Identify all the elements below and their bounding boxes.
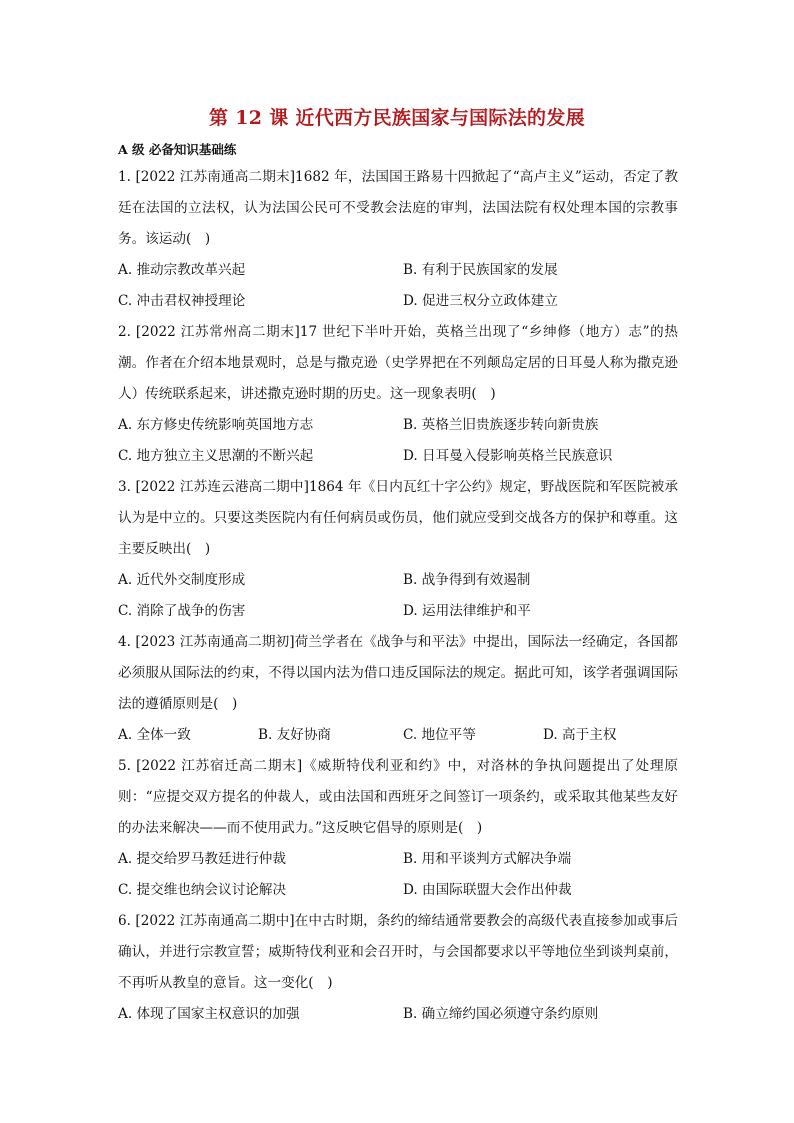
option-b: B. 英格兰旧贵族逐步转向新贵族 [403,417,599,433]
option-c: C. 地位平等 [403,727,476,743]
options [118,999,678,1030]
option-d: D. 高于主权 [543,727,617,743]
section-heading: A 级 必备知识基础练 [118,142,237,157]
options [118,255,678,317]
option-c: C. 地方独立主义思潮的不断兴起 [118,448,314,464]
option-b: B. 用和平谈判方式解决争端 [403,851,572,867]
question-stem: 3. [2022 江苏连云港高二期中]1864 年《日内瓦红十字公约》规定，野战医院和军医院被承认为是中立的。只要这类医院内有任何病员或伤员，他们就应受到交战各方的保护和尊重。这主要反映出( ) [118,479,678,557]
lesson-title: 第 12 课 近代西方民族国家与国际法的发展 [209,107,585,129]
option-c: C. 冲击君权神授理论 [118,293,246,309]
option-d: D. 日耳曼入侵影响英格兰民族意识 [403,448,613,464]
option-a: A. 全体一致 [118,727,191,743]
option-b: B. 确立缔约国必须遵守条约原则 [403,1006,599,1022]
options [118,844,678,906]
question-3 [118,472,678,627]
option-c: C. 消除了战争的伤害 [118,603,246,619]
option-d: D. 促进三权分立政体建立 [403,293,558,309]
question-stem: 2. [2022 江苏常州高二期末]17 世纪下半叶开始，英格兰出现了“乡绅修（地方）志”的热潮。作者在介绍本地景观时，总是与撒克逊（史学界把在不列颠岛定居的日耳曼人称为撒克逊人）传统联系起来，讲述撒克逊时期的历史。这一现象表明( ) [118,324,678,402]
question-stem: 1. [2022 江苏南通高二期末]1682 年，法国国王路易十四掀起了“高卢主义”运动，否定了教廷在法国的立法权，认为法国公民可不受教会法庭的审判，法国法院有权处理本国的宗教事务。该运动( ) [118,169,678,247]
option-a: A. 近代外交制度形成 [118,572,246,588]
question-5 [118,751,678,906]
question-stem: 4. [2023 江苏南通高二期初]荷兰学者在《战争与和平法》中提出，国际法一经确定，各国都必须服从国际法的约束，不得以国内法为借口违反国际法的规定。据此可知，该学者强调国际法的遵循原则是( ) [118,634,678,712]
option-a: A. 东方修史传统影响英国地方志 [118,417,314,433]
options [118,720,678,751]
option-a: A. 体现了国家主权意识的加强 [118,1006,300,1022]
option-a: A. 推动宗教改革兴起 [118,262,246,278]
options [118,410,678,472]
option-c: C. 提交维也纳会议讨论解决 [118,882,287,898]
question-list [118,162,678,1030]
question-1 [118,162,678,317]
option-b: B. 有利于民族国家的发展 [403,262,558,278]
question-stem: 6. [2022 江苏南通高二期中]在中古时期，条约的缔结通常要教会的高级代表直接参加或事后确认，并进行宗教宣誓；威斯特伐利亚和会召开时，与会国都要求以平等地位坐到谈判桌前，不再听从教皇的意旨。这一变化( ) [118,913,678,991]
question-stem: 5. [2022 江苏宿迁高二期末]《威斯特伐利亚和约》中，对洛林的争执问题提出了处理原则：“应提交双方提名的仲裁人，或由法国和西班牙之间签订一项条约，或采取其他某些友好的办法来解决——而不使用武力。”这反映它倡导的原则是( ) [118,758,678,836]
question-2 [118,317,678,472]
option-a: A. 提交给罗马教廷进行仲裁 [118,851,286,867]
option-d: D. 由国际联盟大会作出仲裁 [403,882,572,898]
options [118,565,678,627]
option-b: B. 战争得到有效遏制 [403,572,531,588]
option-d: D. 运用法律维护和平 [403,603,531,619]
question-4 [118,627,678,751]
option-b: B. 友好协商 [258,727,332,743]
question-6 [118,906,678,1030]
